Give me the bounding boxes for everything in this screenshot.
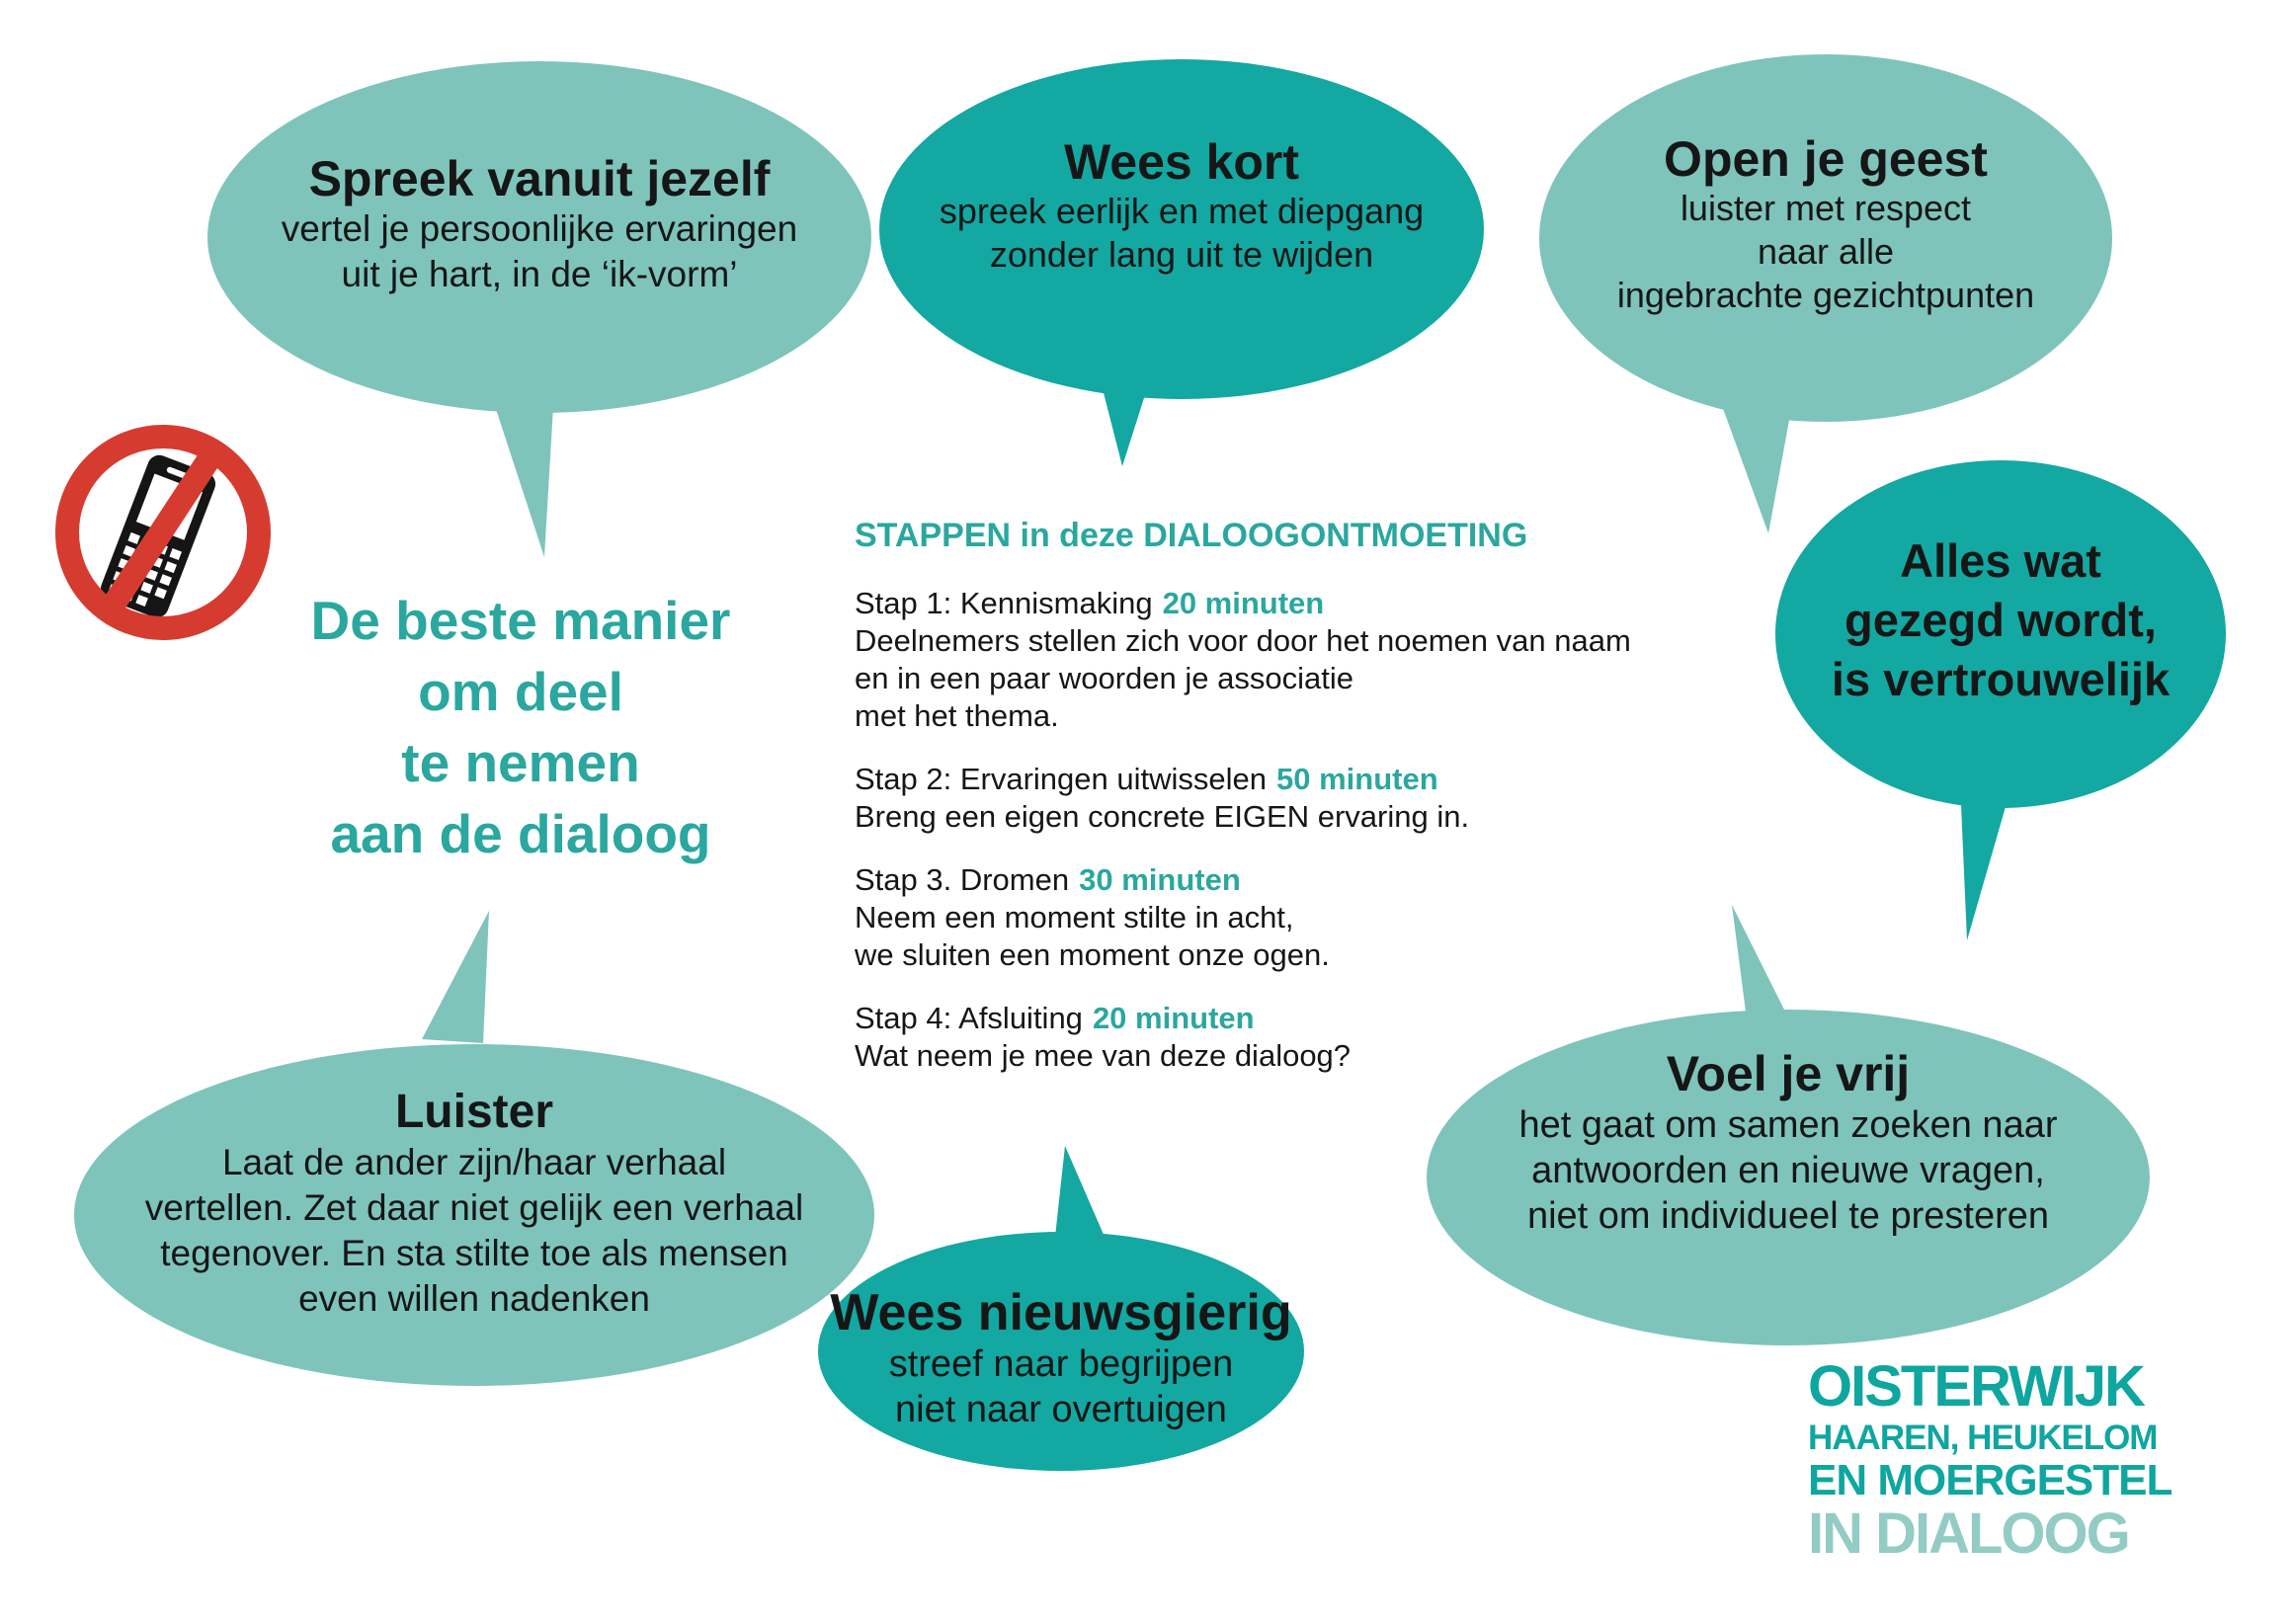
bubble-line: antwoorden en nieuwe vragen, — [1531, 1150, 2045, 1191]
step-body-line: Neem een moment stilte in acht, — [855, 900, 1294, 934]
bubble-line: niet naar overtuigen — [895, 1389, 1227, 1430]
bubble-spreek-vanuit-jezelf — [213, 151, 865, 297]
stappen-section — [855, 516, 1675, 1075]
bubble-line: naar alle — [1757, 231, 1895, 272]
step-2 — [855, 761, 1675, 836]
page-title — [224, 585, 817, 869]
step-3 — [855, 861, 1675, 974]
bubble-line: gezegd wordt, — [1844, 594, 2157, 646]
step-body-line: we sluiten een moment onze ogen. — [855, 937, 1330, 972]
bubble-line: zonder lang uit te wijden — [989, 234, 1374, 275]
logo-line-oisterwijk: OISTERWIJK — [1808, 1354, 2144, 1419]
step-title — [855, 1000, 1675, 1037]
bubble-title: Wees nieuwsgierig — [830, 1284, 1292, 1341]
bubble-line: vertellen. Zet daar niet gelijk een verhaal — [144, 1187, 804, 1228]
step-duration: 30 minuten — [1079, 862, 1241, 897]
bubble-line: tegenover. En sta stilte toe als mensen — [160, 1233, 788, 1273]
bubble-line: het gaat om samen zoeken naar — [1518, 1104, 2058, 1146]
page-title-line: aan de dialoog — [330, 803, 711, 864]
bubble-line: vertel je persoonlijke ervaringen — [281, 208, 798, 249]
step-duration: 20 minuten — [1162, 586, 1325, 620]
step-title — [855, 585, 1675, 622]
step-label: Stap 1: Kennismaking — [855, 586, 1153, 620]
page-title-line: om deel — [418, 661, 623, 722]
step-duration: 50 minuten — [1276, 762, 1438, 796]
step-duration: 20 minuten — [1092, 1001, 1255, 1035]
step-body-line: en in een paar woorden je associatie — [855, 661, 1353, 695]
step-body-line: Deelnemers stellen zich voor door het noemen van naam — [855, 623, 1631, 658]
step-label: Stap 4: Afsluiting — [855, 1001, 1083, 1035]
bubble-title: Spreek vanuit jezelf — [308, 151, 771, 206]
bubble-line: even willen nadenken — [298, 1278, 650, 1319]
bubble-title: Wees kort — [1063, 134, 1300, 190]
logo-line-in-dialoog: IN DIALOOG — [1808, 1502, 2129, 1566]
logo-line-en-moergestel: EN MOERGESTEL — [1808, 1456, 2172, 1504]
bubble-line: Laat de ander zijn/haar verhaal — [221, 1142, 727, 1182]
step-title — [855, 761, 1675, 798]
step-1 — [855, 585, 1675, 735]
page-title-line: te nemen — [401, 732, 640, 793]
bubble-line: spreek eerlijk en met diepgang — [939, 191, 1425, 231]
bubble-title: Voel je vrij — [1666, 1046, 1911, 1101]
step-label: Stap 3. Dromen — [855, 862, 1070, 897]
bubble-line: Alles wat — [1900, 534, 2101, 587]
bubble-title: Open je geest — [1664, 131, 1988, 187]
step-label: Stap 2: Ervaringen uitwisselen — [855, 762, 1268, 796]
step-body-line: met het thema. — [855, 698, 1059, 733]
stappen-heading: STAPPEN in deze DIALOOGONTMOETING — [855, 517, 1528, 554]
bubble-line: luister met respect — [1680, 188, 1972, 228]
bubble-line: niet om individueel te presteren — [1526, 1195, 2050, 1237]
step-title — [855, 861, 1675, 899]
step-body-line: Breng een eigen concrete EIGEN ervaring in. — [855, 799, 1470, 834]
bubble-line: uit je hart, in de ‘ik-vorm’ — [341, 254, 738, 294]
bubble-alles-vertrouwelijk — [1793, 531, 2208, 709]
bubble-line: ingebrachte gezichtpunten — [1616, 275, 2035, 315]
logo-line-haaren-heukelom: HAAREN, HEUKELOM — [1808, 1419, 2158, 1457]
bubble-luister — [89, 1085, 860, 1322]
bubble-wees-nieuwsgierig — [819, 1284, 1303, 1432]
logo — [1808, 1355, 2172, 1565]
step-4 — [855, 1000, 1675, 1075]
bubble-shape-spreek — [207, 61, 871, 557]
bubble-open-je-geest — [1549, 131, 2102, 317]
bubble-line: is vertrouwelijk — [1831, 653, 2171, 705]
bubble-line: streef naar begrijpen — [888, 1343, 1234, 1385]
bubble-wees-kort — [885, 134, 1478, 277]
bubble-title: Luister — [394, 1086, 554, 1138]
page-title-line: De beste manier — [310, 590, 731, 651]
step-body-line: Wat neem je mee van deze dialoog? — [855, 1038, 1352, 1073]
